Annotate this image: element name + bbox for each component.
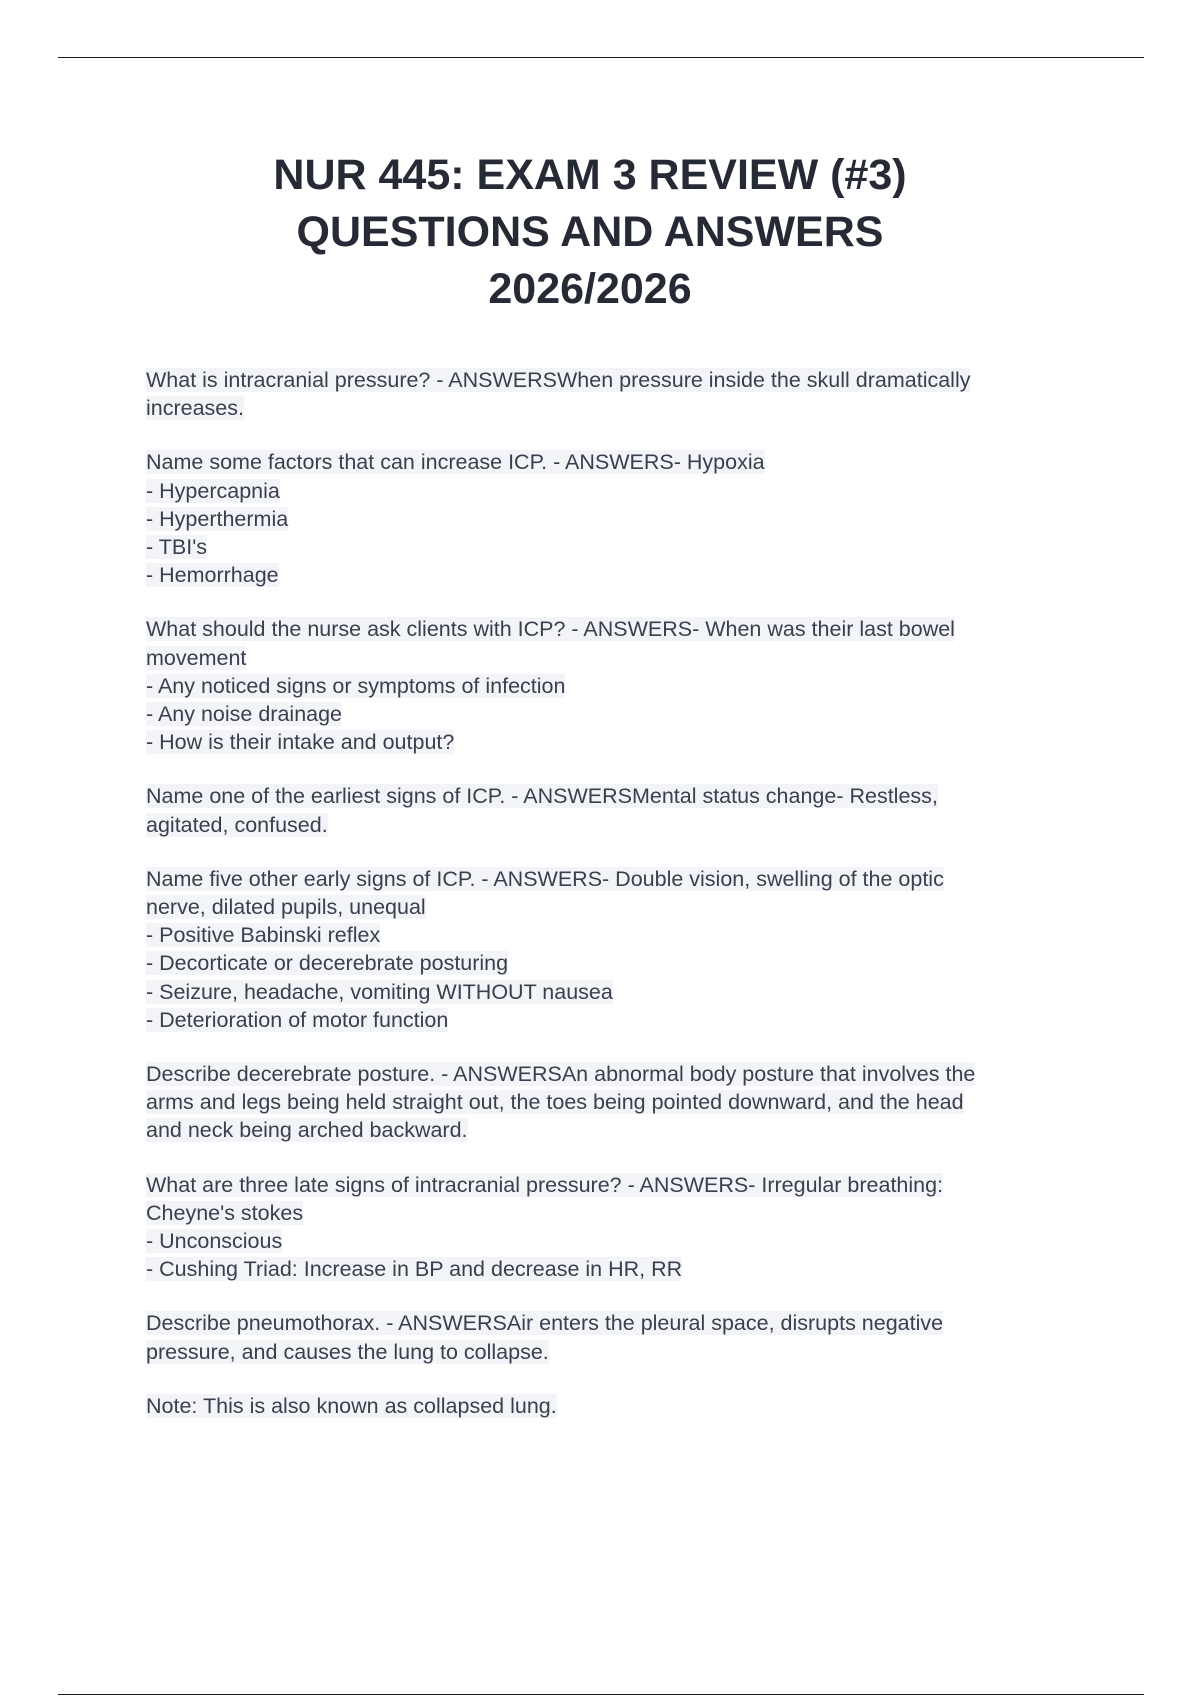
text-line: - Cushing Triad: Increase in BP and decrease in HR, RR <box>146 1257 683 1282</box>
title-line: QUESTIONS AND ANSWERS <box>296 208 884 256</box>
text-line: Note: This is also known as collapsed lung. <box>146 1393 557 1418</box>
text-line: increases. <box>146 396 244 421</box>
qa-list <box>146 366 1096 1446</box>
text-line: Name some factors that can increase ICP. - ANSWERS- Hypoxia <box>146 450 765 475</box>
text-line: - How is their intake and output? <box>146 730 455 755</box>
text-line: - Hypercapnia <box>146 478 280 503</box>
text-line: Name five other early signs of ICP. - ANSWERS- Double vision, swelling of the optic <box>146 866 944 891</box>
qa-entry <box>146 615 1096 756</box>
text-line: - TBI's <box>146 535 208 560</box>
qa-entry <box>146 1171 1096 1284</box>
text-line: What should the nurse ask clients with ICP? - ANSWERS- When was their last bowel <box>146 617 955 642</box>
text-line: and neck being arched backward. <box>146 1118 468 1143</box>
qa-entry <box>146 865 1096 1034</box>
text-line: - Any noticed signs or symptoms of infection <box>146 673 566 698</box>
text-line: pressure, and causes the lung to collapse. <box>146 1339 549 1364</box>
top-rule <box>58 57 1144 58</box>
bottom-rule <box>58 1694 1144 1695</box>
text-line: Describe decerebrate posture. - ANSWERSAn abnormal body posture that involves the <box>146 1062 976 1087</box>
text-line: What is intracranial pressure? - ANSWERSWhen pressure inside the skull dramatically <box>146 368 971 392</box>
title-line: 2026/2026 <box>488 265 692 313</box>
text-line: Describe pneumothorax. - ANSWERSAir enters the pleural space, disrupts negative <box>146 1311 944 1336</box>
qa-entry <box>146 782 1096 838</box>
text-line: - Decorticate or decerebrate posturing <box>146 951 509 976</box>
text-line: - Any noise drainage <box>146 702 343 727</box>
text-line: - Unconscious <box>146 1229 283 1254</box>
text-line: - Deterioration of motor function <box>146 1007 449 1032</box>
qa-entry <box>146 366 1096 422</box>
qa-entry <box>146 448 1096 589</box>
text-line: - Positive Babinski reflex <box>146 923 381 948</box>
text-line: - Seizure, headache, vomiting WITHOUT nausea <box>146 979 613 1004</box>
title-line: NUR 445: EXAM 3 REVIEW (#3) <box>273 151 907 199</box>
qa-entry <box>146 1392 1096 1420</box>
text-line: arms and legs being held straight out, the toes being pointed downward, and the head <box>146 1090 964 1115</box>
text-line: movement <box>146 645 247 670</box>
document-title <box>160 147 1020 318</box>
qa-entry <box>146 1060 1096 1145</box>
text-line: Cheyne's stokes <box>146 1200 304 1225</box>
text-line: nerve, dilated pupils, unequal <box>146 895 426 920</box>
text-line: Name one of the earliest signs of ICP. - ANSWERSMental status change- Restless, <box>146 784 938 809</box>
text-line: What are three late signs of intracranial pressure? - ANSWERS- Irregular breathing: <box>146 1172 944 1197</box>
text-line: - Hemorrhage <box>146 563 279 588</box>
qa-entry <box>146 1309 1096 1365</box>
text-line: - Hyperthermia <box>146 506 289 531</box>
text-line: agitated, confused. <box>146 812 328 837</box>
